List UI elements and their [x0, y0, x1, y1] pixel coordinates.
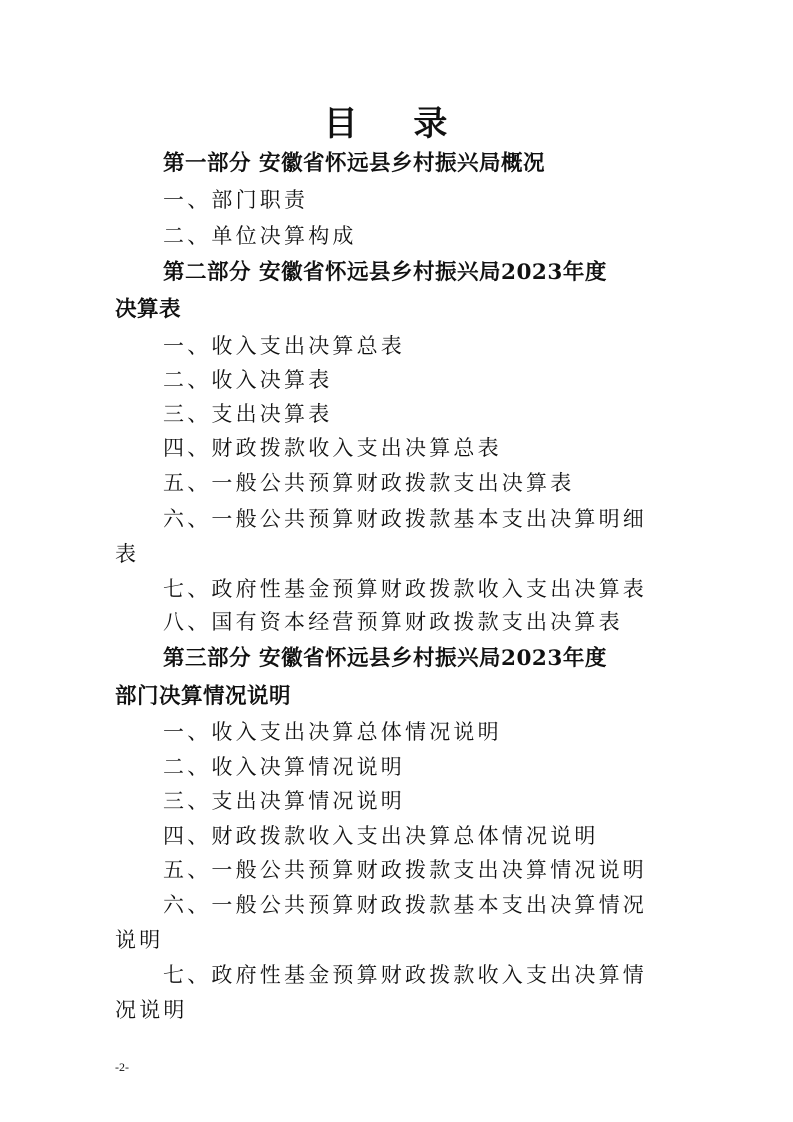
toc-item: 六、一般公共预算财政拨款基本支出决算情况	[163, 893, 647, 917]
toc-item-continued: 况说明	[115, 998, 188, 1022]
toc-item: 一、部门职责	[163, 188, 309, 212]
toc-item: 二、单位决算构成	[163, 224, 357, 248]
part1-heading: 第一部分 安徽省怀远县乡村振兴局概况	[163, 151, 545, 176]
toc-item-continued: 表	[115, 542, 140, 566]
part3-heading-continued: 部门决算情况说明	[115, 684, 292, 709]
toc-item: 一、收入支出决算总体情况说明	[163, 720, 502, 744]
toc-item-continued: 说明	[115, 928, 164, 952]
toc-item: 六、一般公共预算财政拨款基本支出决算明细	[163, 507, 647, 531]
toc-item: 二、收入决算表	[163, 368, 333, 392]
toc-item: 四、财政拨款收入支出决算总体情况说明	[163, 824, 599, 848]
toc-item: 一、收入支出决算总表	[163, 334, 405, 358]
toc-item: 八、国有资本经营预算财政拨款支出决算表	[163, 610, 623, 634]
toc-item: 五、一般公共预算财政拨款支出决算表	[163, 471, 575, 495]
page-title: 目 录	[323, 104, 470, 144]
toc-item: 四、财政拨款收入支出决算总表	[163, 436, 502, 460]
toc-item: 五、一般公共预算财政拨款支出决算情况说明	[163, 858, 647, 882]
toc-item: 三、支出决算表	[163, 402, 333, 426]
toc-item: 三、支出决算情况说明	[163, 789, 405, 813]
part3-heading: 第三部分 安徽省怀远县乡村振兴局2023年度	[163, 646, 607, 671]
toc-item: 七、政府性基金预算财政拨款收入支出决算表	[163, 577, 647, 601]
toc-item: 二、收入决算情况说明	[163, 755, 405, 779]
part2-heading-continued: 决算表	[115, 297, 182, 322]
toc-item: 七、政府性基金预算财政拨款收入支出决算情	[163, 963, 647, 987]
part2-heading: 第二部分 安徽省怀远县乡村振兴局2023年度	[163, 260, 607, 285]
page-number: -2-	[115, 1060, 129, 1074]
